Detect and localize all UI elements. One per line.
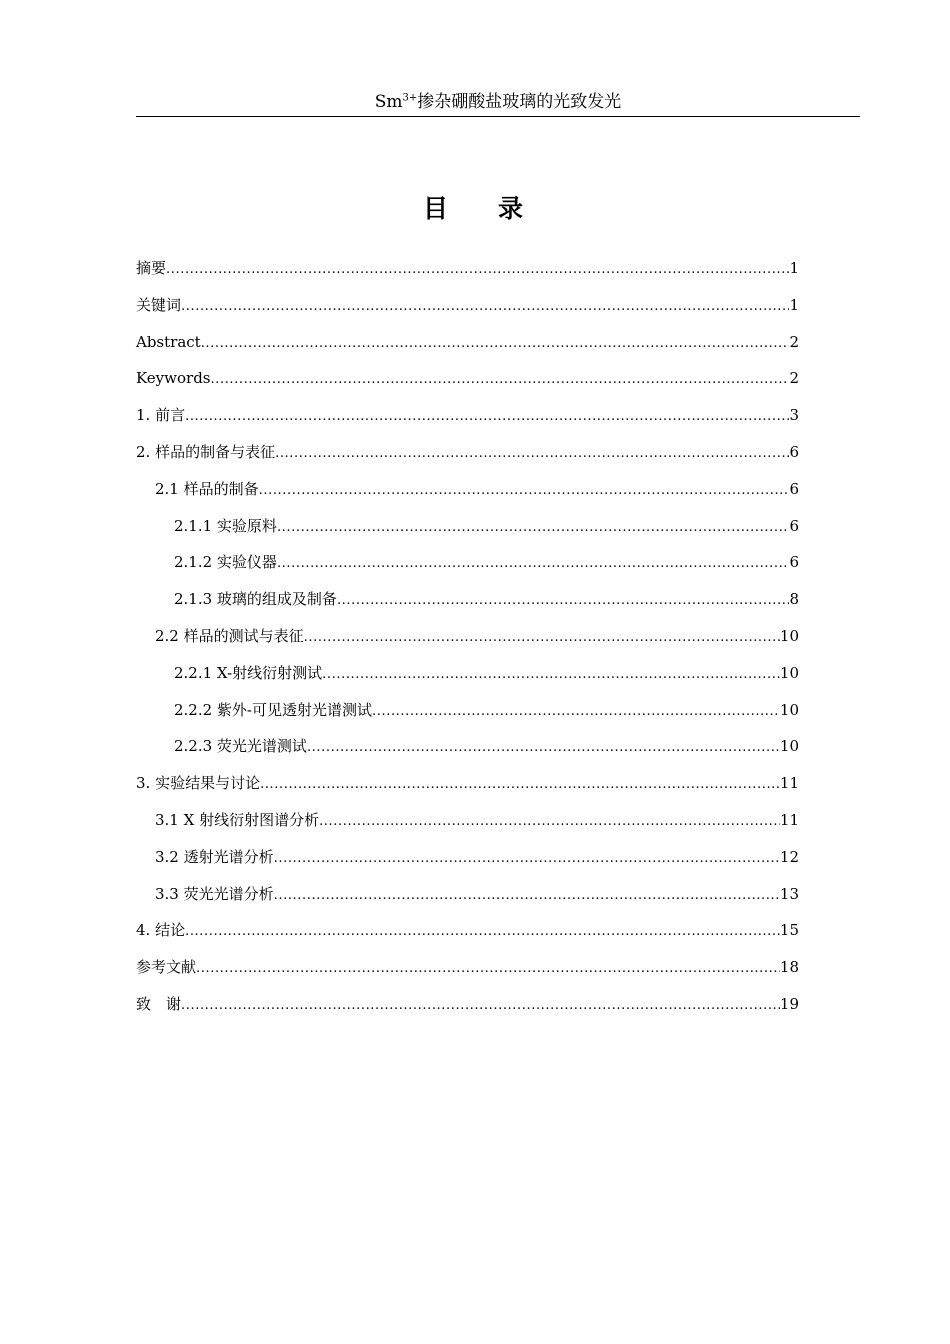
toc-entry-page-number: 3: [789, 406, 799, 425]
toc-entry[interactable]: [136, 293, 799, 330]
toc-entry[interactable]: [136, 514, 799, 551]
toc-entry-page-number: 1: [789, 295, 799, 314]
toc-entry[interactable]: [136, 734, 799, 771]
toc-entry[interactable]: [136, 256, 799, 293]
toc-entry[interactable]: [136, 992, 799, 1029]
toc-entry[interactable]: [136, 477, 799, 514]
running-header: [136, 90, 860, 117]
toc-entry[interactable]: [136, 587, 799, 624]
toc-dot-leader: [185, 405, 789, 429]
toc-entry-label: 3. 实验结果与讨论: [136, 774, 261, 793]
header-title-prefix: Sm: [374, 92, 403, 112]
toc-entry[interactable]: [136, 808, 799, 845]
toc-entry-label: Abstract: [136, 332, 201, 351]
toc-entry[interactable]: [136, 366, 799, 403]
toc-entry-page-number: 19: [779, 994, 799, 1013]
toc-dot-leader: [211, 368, 790, 392]
toc-dot-leader: [185, 920, 780, 944]
toc-dot-leader: [277, 552, 790, 576]
toc-dot-leader: [372, 700, 780, 724]
toc-entry-page-number: 2: [789, 332, 799, 351]
toc-entry[interactable]: [136, 698, 799, 735]
toc-dot-leader: [322, 663, 780, 687]
toc-entry-label: 2.1.2 实验仪器: [174, 553, 277, 572]
header-title-rest: 掺杂硼酸盐玻璃的光致发光: [417, 92, 622, 112]
toc-entry-page-number: 6: [789, 553, 799, 572]
toc-entry-label: 4. 结论: [136, 921, 186, 940]
toc-entry-label: 3.3 荧光光谱分析: [155, 884, 274, 903]
toc-entry-label: 2.1.1 实验原料: [174, 516, 277, 535]
toc-entry-label: 致 谢: [136, 994, 182, 1013]
toc-entry-page-number: 2: [789, 369, 799, 388]
toc-entry[interactable]: [136, 882, 799, 919]
toc-entry[interactable]: [136, 955, 799, 992]
toc-entry-label: 2.2.3 荧光光谱测试: [174, 737, 307, 756]
toc-dot-leader: [260, 773, 780, 797]
toc-entry-page-number: 15: [779, 921, 799, 940]
toc-dot-leader: [337, 589, 790, 613]
toc-entry-page-number: 6: [789, 479, 799, 498]
toc-entry-label: 3.2 透射光谱分析: [155, 847, 274, 866]
toc-entry[interactable]: [136, 661, 799, 698]
toc-entry-label: 2.2.2 紫外-可见透射光谱测试: [174, 700, 373, 719]
toc-entry[interactable]: [136, 330, 799, 367]
toc-entry[interactable]: [136, 918, 799, 955]
toc-entry-label: 2.2.1 X-射线衍射测试: [174, 663, 323, 682]
toc-entry-page-number: 11: [779, 774, 799, 793]
toc-dot-leader: [196, 957, 780, 981]
toc-entry-page-number: 10: [779, 663, 799, 682]
toc-entry-page-number: 18: [779, 958, 799, 977]
toc-entry-page-number: 6: [789, 516, 799, 535]
toc-dot-leader: [304, 626, 780, 650]
header-title-superscript: 3+: [402, 92, 418, 104]
toc-entry-label: 2.1.3 玻璃的组成及制备: [174, 590, 337, 609]
toc-entry-label: 摘要: [136, 259, 167, 277]
toc-dot-leader: [201, 332, 790, 356]
toc-entry-page-number: 12: [779, 847, 799, 866]
toc-entry-label: 2. 样品的制备与表征: [136, 442, 276, 461]
toc-entry[interactable]: [136, 403, 799, 440]
toc-entry-page-number: 10: [779, 737, 799, 756]
toc-dot-leader: [181, 295, 789, 319]
toc-dot-leader: [259, 479, 790, 503]
toc-entry[interactable]: [136, 771, 799, 808]
toc-entry-label: 1. 前言: [136, 406, 186, 425]
toc-entry[interactable]: [136, 845, 799, 882]
toc-entry[interactable]: [136, 440, 799, 477]
toc-entry-page-number: 13: [779, 884, 799, 903]
toc-entry[interactable]: [136, 550, 799, 587]
toc-entry-page-number: 11: [779, 810, 799, 829]
toc-dot-leader: [319, 810, 780, 834]
toc-dot-leader: [275, 442, 789, 466]
toc-entry-label: 2.2 样品的测试与表征: [155, 626, 304, 645]
toc-entry-page-number: 6: [789, 442, 799, 461]
toc-dot-leader: [277, 516, 790, 540]
toc-entry-label: 关键词: [136, 295, 182, 314]
toc-dot-leader: [274, 884, 780, 908]
toc-dot-leader: [181, 994, 780, 1018]
toc-dot-leader: [274, 847, 780, 871]
table-of-contents: [136, 256, 799, 1029]
toc-entry-page-number: 1: [789, 259, 799, 277]
toc-title: 目录: [422, 194, 573, 223]
toc-entry-label: 2.1 样品的制备: [155, 479, 259, 498]
toc-entry[interactable]: [136, 624, 799, 661]
toc-entry-label: 3.1 X 射线衍射图谱分析: [155, 810, 320, 829]
toc-dot-leader: [166, 258, 789, 282]
toc-dot-leader: [307, 736, 780, 760]
toc-entry-page-number: 10: [779, 700, 799, 719]
toc-entry-label: 参考文献: [136, 958, 197, 977]
toc-entry-label: Keywords: [136, 369, 211, 388]
toc-entry-page-number: 10: [779, 626, 799, 645]
toc-entry-page-number: 8: [789, 590, 799, 609]
